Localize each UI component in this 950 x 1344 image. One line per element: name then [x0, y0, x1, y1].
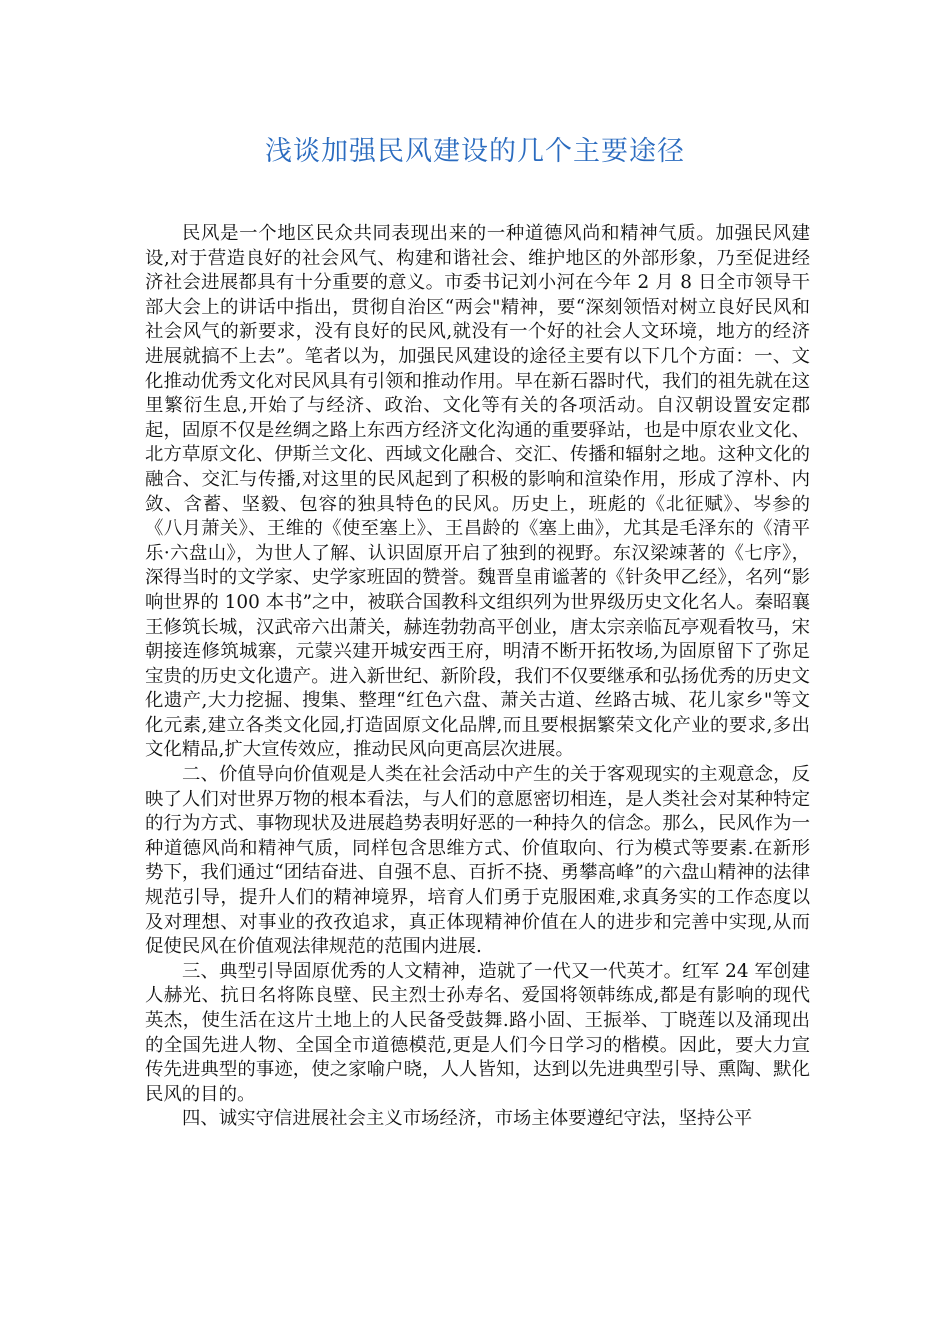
paragraph-2: 二、价值导向价值观是人类在社会活动中产生的关于客观现实的主观意念，反映了人们对世界万物的根本看法，与人们的意愿密切相连，是人类社会对某种特定的行为方式、事物现状及进展趋势表明好恶的一种持久的信念。那么，民风作为一种道德风尚和精神气质，同样包含思维方式、价值取向、行为模式等要素.在新形势下，我们通过“团结奋进、自强不息、百折不挠、勇攀高峰”的六盘山精神的法律规范引导，提升人们的精神境界，培育人们勇于克服困难,求真务实的工作态度以及对理想、对事业的孜孜追求，真正体现精神价值在人的进步和完善中实现,从而促使民风在价值观法律规范的范围内进展.: [145, 764, 810, 958]
paragraph-1: 民风是一个地区民众共同表现出来的一种道德风尚和精神气质。加强民风建设,对于营造良好的社会风气、构建和谐社会、维护地区的外部形象，乃至促进经济社会进展都具有十分重要的意义。市委书记刘小河在今年 2 月 8 日全市领导干部大会上的讲话中指出，贯彻自治区“两会"精神，要“深刻领悟对树立良好民风和社会风气的新要求，没有良好的民风,就没有一个好的社会人文环境，地方的经济进展就搞不上去”。笔者以为，加强民风建设的途径主要有以下几个方面：一、文化推动优秀文化对民风具有引领和推动作用。早在新石器时代，我们的祖先就在这里繁衍生息,开始了与经济、政治、文化等有关的各项活动。自汉朝设置安定郡起，固原不仅是丝绸之路上东西方经济文化沟通的重要驿站，也是中原农业文化、北方草原文化、伊斯兰文化、西域文化融合、交汇、传播和辐射之地。这种文化的融合、交汇与传播,对这里的民风起到了积极的影响和渲染作用，形成了淳朴、内敛、含蓄、坚毅、包容的独具特色的民风。历史上，班彪的《北征赋》、岑参的《八月萧关》、王维的《使至塞上》、王昌龄的《塞上曲》，尤其是毛泽东的《清平乐·六盘山》，为世人了解、认识固原开启了独到的视野。东汉梁竦著的《七序》，深得当时的文学家、史学家班固的赞誉。魏晋皇甫谧著的《针灸甲乙经》，名列“影响世界的 100 本书”之中，被联合国教科文组织列为世界级历史文化名人。秦昭襄王修筑长城，汉武帝六出萧关，赫连勃勃高平创业，唐太宗亲临瓦亭观看牧马，宋朝接连修筑城寨，元蒙兴建开城安西王府，明清不断开拓牧场,为固原留下了弥足宝贵的历史文化遗产。进入新世纪、新阶段，我们不仅要继承和弘扬优秀的历史文化遗产,大力挖掘、搜集、整理“红色六盘、萧关古道、丝路古城、花儿家乡"等文化元素,建立各类文化园,打造固原文化品牌,而且要根据繁荣文化产业的要求,多出文化精品,扩大宣传效应，推动民风向更高层次进展。: [145, 223, 810, 761]
paragraph-3: 三、典型引导固原优秀的人文精神，造就了一代又一代英才。红军 24 军创建人赫光、抗日名将陈良壁、民主烈士孙寿名、爱国将领韩练成,都是有影响的现代英杰，使生活在这片土地上的人民备受鼓舞.路小固、王振举、丁晓莲以及涌现出的全国先进人物、全国全市道德模范,更是人们今日学习的楷模。因此，要大力宣传先进典型的事迹，使之家喻户晓，人人皆知，达到以先进典型引导、熏陶、默化民风的目的。: [145, 960, 810, 1105]
document-body: [145, 222, 810, 1132]
document-title: 浅谈加强民风建设的几个主要途径: [265, 136, 685, 167]
paragraph-4: 四、诚实守信进展社会主义市场经济，市场主体要遵纪守法，坚持公平: [182, 1108, 753, 1130]
